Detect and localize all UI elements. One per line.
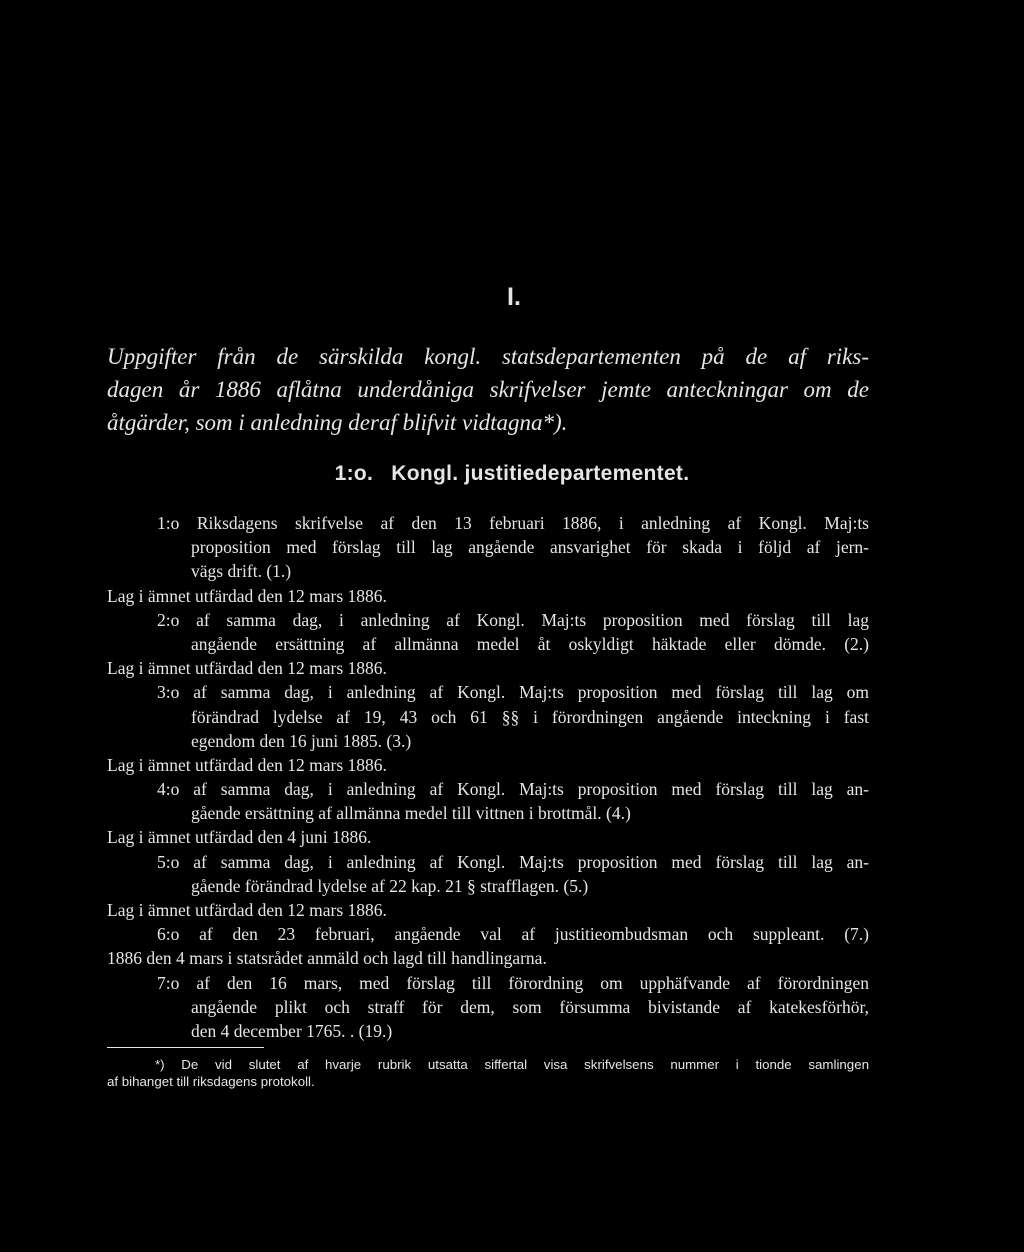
body-line: angående plikt och straff för dem, som försumma bivistande af katekesförhör, (191, 996, 869, 1017)
section-heading (107, 340, 869, 439)
footnote-line: *) De vid slutet af hvarje rubrik utsatta siffertal visa skrifvelsens nummer i tionde samlingen (155, 1057, 869, 1072)
body-line: vägs drift. (1.) (191, 561, 292, 582)
footnote (107, 1056, 869, 1090)
body-line: 1:o Riksdagens skrifvelse af den 13 februari 1886, i anledning af Kongl. Maj:ts (157, 513, 869, 533)
heading-line: Uppgifter från de särskilda kongl. statsdepartementen på de af riks- (107, 344, 869, 369)
body-line: Lag i ämnet utfärdad den 12 mars 1886. (107, 658, 387, 679)
body-line: 6:o af den 23 februari, angående val af justitieombudsman och suppleant. (7.) (157, 924, 869, 945)
body-line: 3:o af samma dag, i anledning af Kongl. Maj:ts proposition med förslag till lag om (157, 682, 869, 703)
body-line: Lag i ämnet utfärdad den 12 mars 1886. (107, 585, 387, 606)
body-line: 7:o af den 16 mars, med förslag till förordning om upphäfvande af förordningen (157, 972, 869, 993)
body-line: egendom den 16 juni 1885. (3.) (191, 730, 412, 751)
footnote-line: af bihanget till riksdagens protokoll. (107, 1074, 315, 1089)
body-line: Lag i ämnet utfärdad den 12 mars 1886. (107, 900, 387, 920)
body-line: 4:o af samma dag, i anledning af Kongl. Maj:ts proposition med förslag till lag an- (157, 779, 869, 800)
body-line: 5:o af samma dag, i anledning af Kongl. Maj:ts proposition med förslag till lag an- (157, 851, 869, 872)
heading-line: dagen år 1886 aflåtna underdåniga skrifvelser jemte anteckningar om de (107, 377, 869, 402)
body-line: gående förändrad lydelse af 22 kap. 21 § strafflagen. (5.) (191, 875, 589, 896)
body-text (107, 511, 869, 1043)
body-line: gående ersättning af allmänna medel till vittnen i brottmål. (4.) (191, 803, 631, 824)
body-line: angående ersättning af allmänna medel åt oskyldigt häktade eller dömde. (2.) (191, 633, 869, 654)
department-heading (0, 462, 1024, 486)
body-line: 2:o af samma dag, i anledning af Kongl. Maj:ts proposition med förslag till lag (157, 609, 869, 630)
section-numeral: I. (507, 283, 521, 311)
body-line: Lag i ämnet utfärdad den 12 mars 1886. (107, 754, 387, 775)
heading-line: åtgärder, som i anledning deraf blifvit vidtagna*). (107, 410, 568, 435)
body-line: Lag i ämnet utfärdad den 4 juni 1886. (107, 827, 372, 848)
department-name: Kongl. justitiedepartementet. (391, 462, 690, 485)
body-line: den 4 december 1765. . (19.) (191, 1020, 393, 1041)
body-line: förändrad lydelse af 19, 43 och 61 §§ i förordningen angående inteckning i fast (191, 706, 869, 727)
department-number: 1:o. (334, 462, 374, 485)
footnote-divider (107, 1047, 264, 1048)
body-line: 1886 den 4 mars i statsrådet anmäld och lagd till handlingarna. (107, 948, 547, 969)
body-line: proposition med förslag till lag angående ansvarighet för skada i följd af jern- (191, 537, 869, 558)
